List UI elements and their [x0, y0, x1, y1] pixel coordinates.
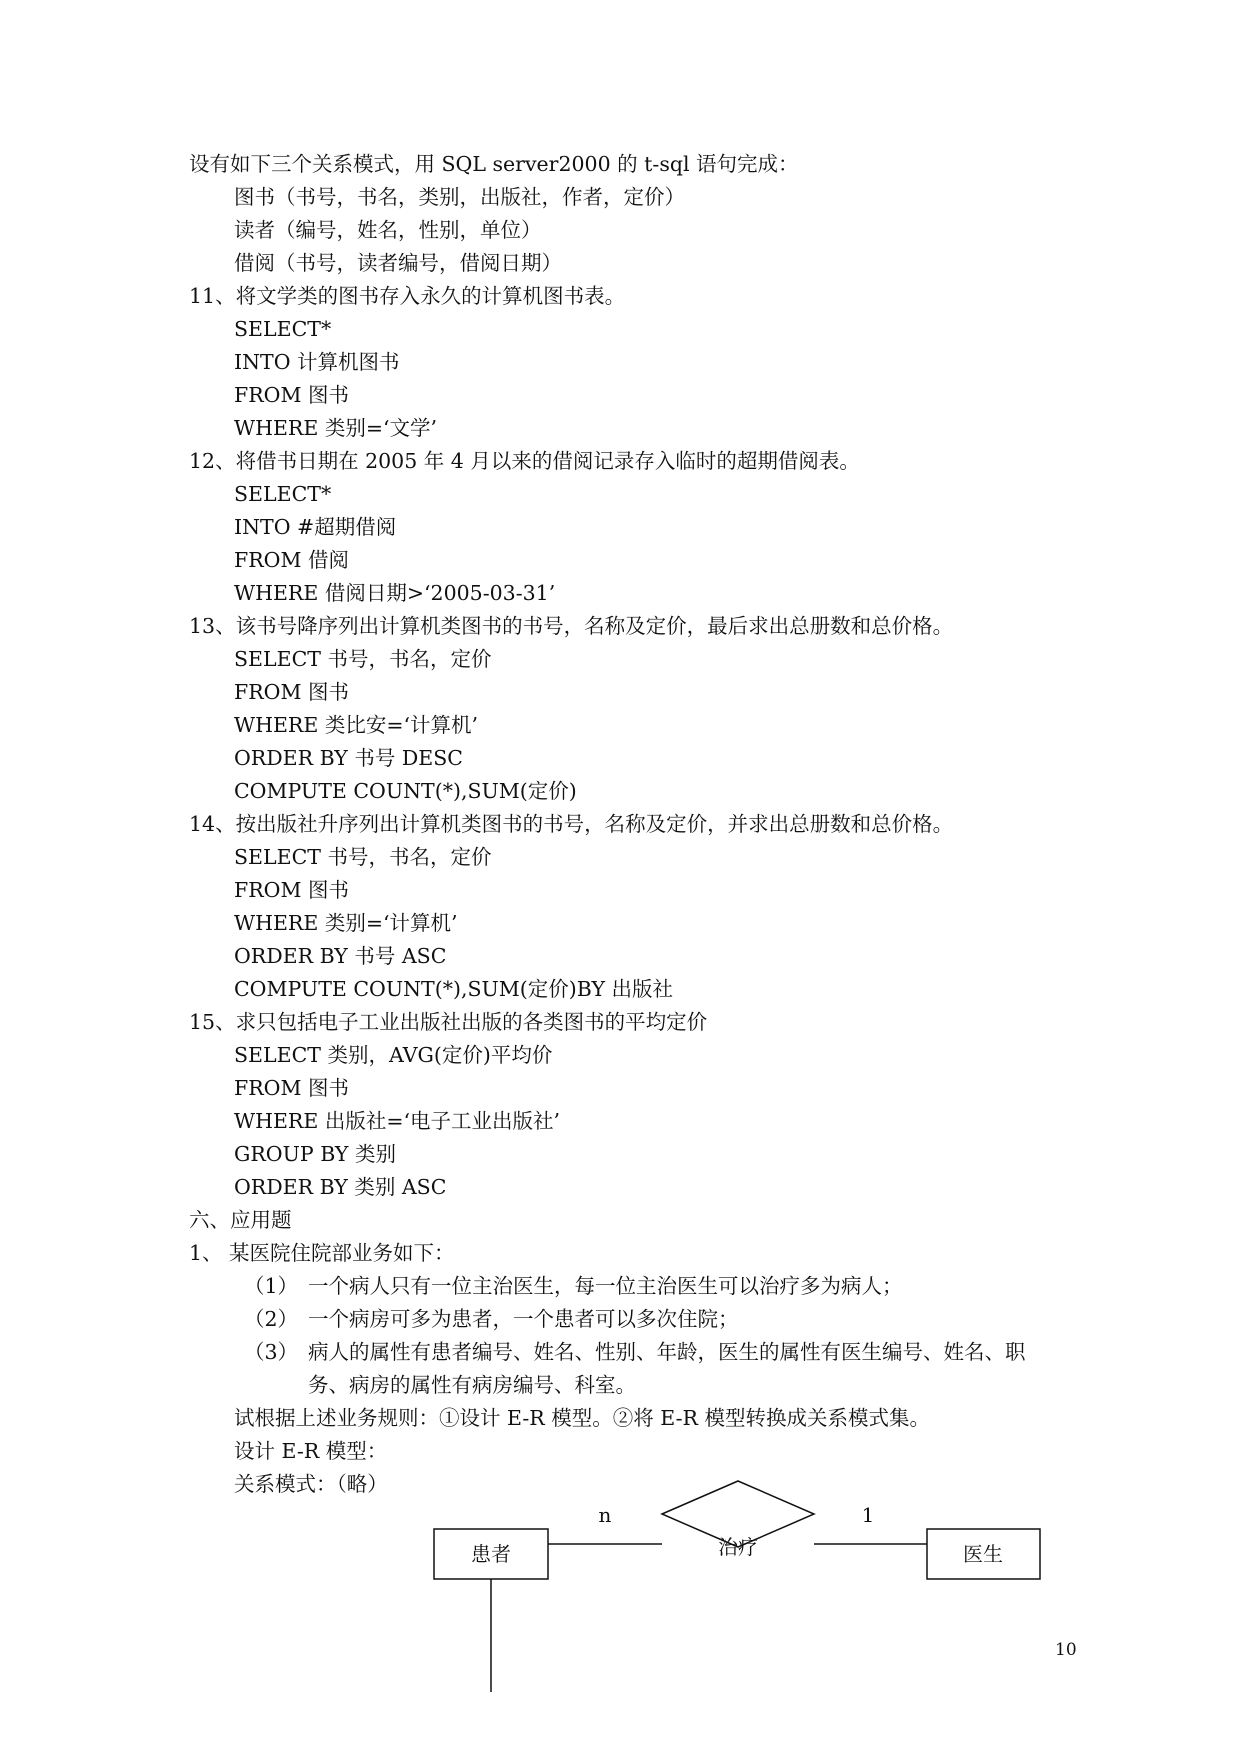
page-number: 10	[1055, 1640, 1077, 1660]
rule-1-text: 一个病人只有一位主治医生，每一位主治医生可以治疗多为病人；	[308, 1274, 903, 1298]
sql-line: WHERE 类别=‘计算机’	[234, 911, 458, 935]
sql-line: INTO 计算机图书	[234, 350, 400, 374]
sql-line: COMPUTE COUNT(*),SUM(定价)BY 出版社	[234, 977, 674, 1001]
entity-doctor-label: 医生	[963, 1542, 1003, 1566]
rule-3-text-continued: 务、病房的属性有病房编号、科室。	[308, 1373, 636, 1397]
entity-patient-label: 患者	[471, 1542, 511, 1566]
schema-borrow: 借阅（书号，读者编号，借阅日期）	[234, 251, 562, 275]
sql-line: FROM 图书	[234, 878, 349, 902]
rule-2-text: 一个病房可多为患者，一个患者可以多次住院；	[308, 1307, 739, 1331]
sql-line: FROM 借阅	[234, 548, 349, 572]
rule-1-number: （1）	[244, 1274, 299, 1298]
question-14-title: 14、按出版社升序列出计算机类图书的书号，名称及定价，并求出总册数和总价格。	[189, 812, 954, 836]
rule-3-number: （3）	[244, 1340, 299, 1364]
question-15-title: 15、求只包括电子工业出版社出版的各类图书的平均定价	[189, 1010, 708, 1034]
sql-line: SELECT 书号，书名，定价	[234, 845, 492, 869]
sql-line: SELECT 书号，书名，定价	[234, 647, 492, 671]
rule-2-number: （2）	[244, 1307, 299, 1331]
question-11-title: 11、将文学类的图书存入永久的计算机图书表。	[189, 284, 626, 308]
schema-books: 图书（书号，书名，类别，出版社，作者，定价）	[234, 185, 685, 209]
question-12-title: 12、将借书日期在 2005 年 4 月以来的借阅记录存入临时的超期借阅表。	[189, 449, 860, 473]
design-label: 设计 E-R 模型：	[234, 1439, 388, 1463]
sql-line: ORDER BY 书号 DESC	[234, 746, 463, 770]
sql-line: FROM 图书	[234, 383, 349, 407]
cardinality-1-label: 1	[861, 1503, 875, 1527]
sql-line: SELECT*	[234, 482, 332, 506]
section-6-heading: 六、应用题	[189, 1208, 292, 1232]
sql-line: WHERE 借阅日期>‘2005-03-31’	[234, 581, 556, 605]
question-13-title: 13、该书号降序列出计算机类图书的书号，名称及定价，最后求出总册数和总价格。	[189, 614, 954, 638]
sql-line: SELECT*	[234, 317, 332, 341]
sql-line: WHERE 类别=‘文学’	[234, 416, 438, 440]
task-text: 试根据上述业务规则：①设计 E-R 模型。②将 E-R 模型转换成关系模式集。	[234, 1406, 930, 1430]
sql-line: WHERE 类比安=‘计算机’	[234, 713, 479, 737]
sql-line: ORDER BY 类别 ASC	[234, 1175, 447, 1199]
sql-line: WHERE 出版社=‘电子工业出版社’	[234, 1109, 561, 1133]
intro-text: 设有如下三个关系模式，用 SQL server2000 的 t-sql 语句完成：	[189, 152, 799, 176]
sql-line: INTO #超期借阅	[234, 515, 397, 539]
cardinality-n-label: n	[598, 1503, 612, 1527]
sql-line: FROM 图书	[234, 680, 349, 704]
sql-line: COMPUTE COUNT(*),SUM(定价)	[234, 779, 577, 803]
sql-line: ORDER BY 书号 ASC	[234, 944, 447, 968]
application-1-title: 1、 某医院住院部业务如下：	[189, 1241, 455, 1265]
relation-label: 关系模式：（略）	[234, 1472, 388, 1496]
relationship-treat-label: 治疗	[718, 1535, 758, 1559]
sql-line: GROUP BY 类别	[234, 1142, 396, 1166]
schema-readers: 读者（编号，姓名，性别，单位）	[234, 218, 542, 242]
sql-line: SELECT 类别，AVG(定价)平均价	[234, 1043, 553, 1067]
sql-line: FROM 图书	[234, 1076, 349, 1100]
rule-3-text: 病人的属性有患者编号、姓名、性别、年龄，医生的属性有医生编号、姓名、职	[308, 1340, 1026, 1364]
